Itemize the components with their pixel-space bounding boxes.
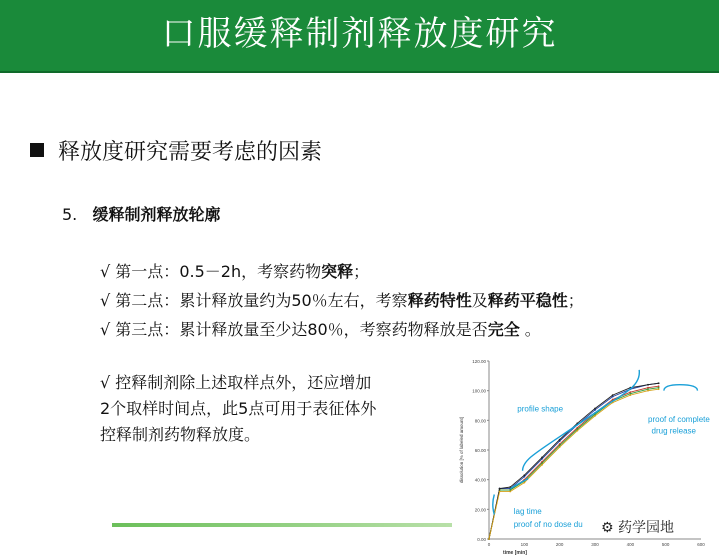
point-3 [100, 315, 584, 344]
x-tick-label: 300 [591, 542, 599, 547]
point-1 [100, 257, 584, 286]
data-point [499, 488, 501, 490]
data-point [647, 384, 649, 386]
point-label: 第一点： [115, 262, 180, 281]
sub-heading: 缓释制剂释放轮廓 [92, 205, 221, 224]
y-tick-label: 0.00 [477, 537, 486, 542]
paragraph-line: 控释制剂药物释放度。 [100, 425, 261, 444]
complete-release-bracket [664, 385, 698, 391]
x-tick-label: 400 [626, 542, 635, 547]
point-text: 0.5－2h，考察药物 [179, 262, 322, 281]
point-label: 第三点： [115, 320, 180, 339]
decorative-underline [112, 523, 452, 527]
data-point [559, 439, 561, 441]
point-text: 。 [519, 320, 541, 339]
y-tick-label: 120.00 [472, 359, 486, 364]
point-keyword: 突释 [321, 262, 354, 281]
point-keyword: 释药特性 [407, 291, 472, 310]
data-point [523, 474, 525, 476]
controlled-release-paragraph [100, 370, 450, 448]
point-text: 累计释放量至少达80％，考察药物释放是否 [179, 320, 488, 339]
watermark: ⚙ 药学园地 [598, 517, 677, 537]
point-text: 及 [471, 291, 488, 310]
y-tick-label: 100.00 [472, 388, 486, 394]
sub-heading-row [62, 202, 221, 225]
watermark-text: 药学园地 [618, 520, 675, 536]
data-point [576, 430, 578, 432]
data-point [488, 538, 490, 540]
data-point [594, 408, 596, 410]
slide-title: 口服缓释制剂释放度研究 [161, 14, 558, 54]
x-axis-label: time [min] [503, 550, 527, 556]
annotation-label: lag time [513, 506, 542, 516]
point-text: ； [353, 262, 370, 281]
x-tick-label: 100 [520, 542, 529, 547]
sub-number: 5. [62, 205, 78, 224]
y-tick-label: 60.00 [474, 448, 486, 453]
x-tick-label: 200 [555, 542, 564, 547]
y-tick-label: 80.00 [474, 418, 486, 424]
section-heading: 释放度研究需要考虑的因素 [58, 140, 323, 165]
point-keyword: 完全 [487, 320, 520, 339]
annotation-label: drug release [651, 426, 697, 436]
section-heading-row [30, 135, 322, 166]
square-bullet-icon [30, 143, 44, 157]
x-tick-label: 500 [661, 542, 670, 547]
y-axis-label: dissolution [% of labeled amount] [459, 416, 464, 484]
annotation-label: proof of complete [648, 414, 710, 424]
data-point [658, 382, 660, 384]
check-icon: √ [100, 262, 111, 281]
data-point [594, 415, 596, 417]
point-keyword: 释药平稳性 [487, 291, 568, 310]
data-point [509, 491, 511, 493]
y-tick-label: 40.00 [474, 477, 486, 483]
data-point [647, 390, 649, 392]
data-point [658, 388, 660, 390]
paragraph-line: 2个取样时间点，此5点可用于表征体外 [100, 399, 377, 418]
data-point [541, 457, 543, 459]
data-point [612, 394, 614, 396]
point-label: 第二点： [115, 291, 180, 310]
data-point [523, 482, 525, 484]
data-point [499, 491, 501, 493]
data-point [629, 394, 631, 396]
check-icon: √ [100, 291, 111, 310]
y-tick-label: 20.00 [474, 507, 486, 513]
point-text: 累计释放量约为50％左右，考察 [179, 291, 408, 310]
sampling-points-list [100, 257, 584, 344]
check-icon: √ [100, 320, 111, 339]
data-point [559, 446, 561, 448]
annotation-label: proof of no dose du [513, 520, 583, 530]
point-2 [100, 286, 584, 315]
annotation-label: profile shape [517, 404, 564, 414]
point-text: ； [567, 291, 584, 310]
data-point [541, 464, 543, 466]
x-tick-label: 0 [487, 542, 491, 547]
paragraph-line: √ 控释制剂除上述取样点外，还应增加 [100, 373, 372, 392]
x-tick-label: 600 [697, 542, 705, 547]
